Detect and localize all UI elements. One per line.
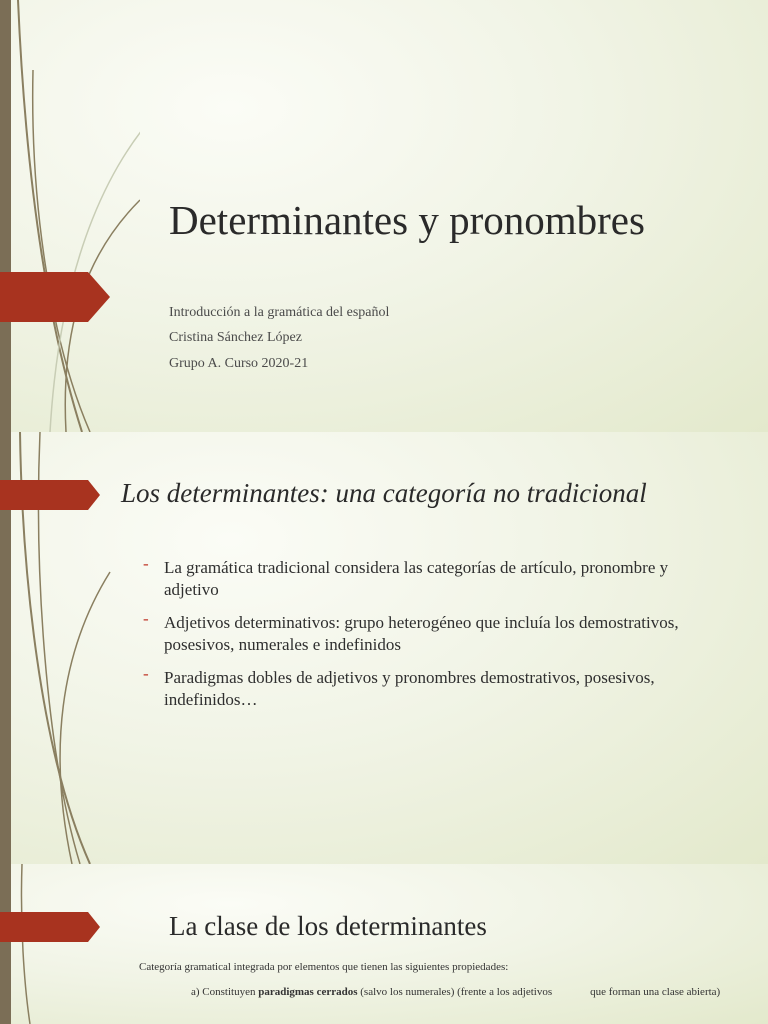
accent-arrow (0, 272, 110, 322)
slide-determinantes (0, 432, 768, 864)
bullet-item: - Adjetivos determinativos: grupo heterogéneo que incluía los demostrativos, posesivos, numerales e indefinidos (143, 609, 679, 654)
slide-title-text: Los determinantes: una categoría no tradicional (121, 478, 647, 508)
decorative-curves (0, 864, 60, 1024)
bullet-marker: - (143, 664, 149, 683)
subtitle-group: Grupo A. Curso 2020-21 (169, 356, 309, 371)
subtitle-course: Introducción a la gramática del español (169, 305, 390, 320)
slide-clase-determinantes (0, 864, 768, 1024)
bullet-item: - La gramática tradicional considera las categorías de artículo, pronombre y adjetivo (143, 554, 669, 599)
bullet-item: - Paradigmas dobles de adjetivos y pronombres demostrativos, posesivos, indefinidos… (143, 664, 655, 709)
slide-title (0, 0, 768, 432)
bullet-marker: - (143, 609, 149, 628)
subtitle-author: Cristina Sánchez López (169, 330, 302, 345)
accent-arrow (0, 912, 100, 942)
definition-text: Categoría gramatical integrada por elementos que tienen las siguientes propiedades: (139, 961, 509, 973)
decorative-curves (0, 0, 140, 432)
slide-title-text: Determinantes y pronombres (169, 197, 645, 243)
accent-arrow (0, 480, 100, 510)
bullet-list (143, 554, 703, 722)
property-a: a) Constituyen paradigmas cerrados (salvo los numerales) (frente a los adjetivos que forman una clase abierta) (191, 986, 721, 998)
bullet-marker: - (143, 554, 149, 573)
slide-title-text: La clase de los determinantes (169, 911, 487, 941)
